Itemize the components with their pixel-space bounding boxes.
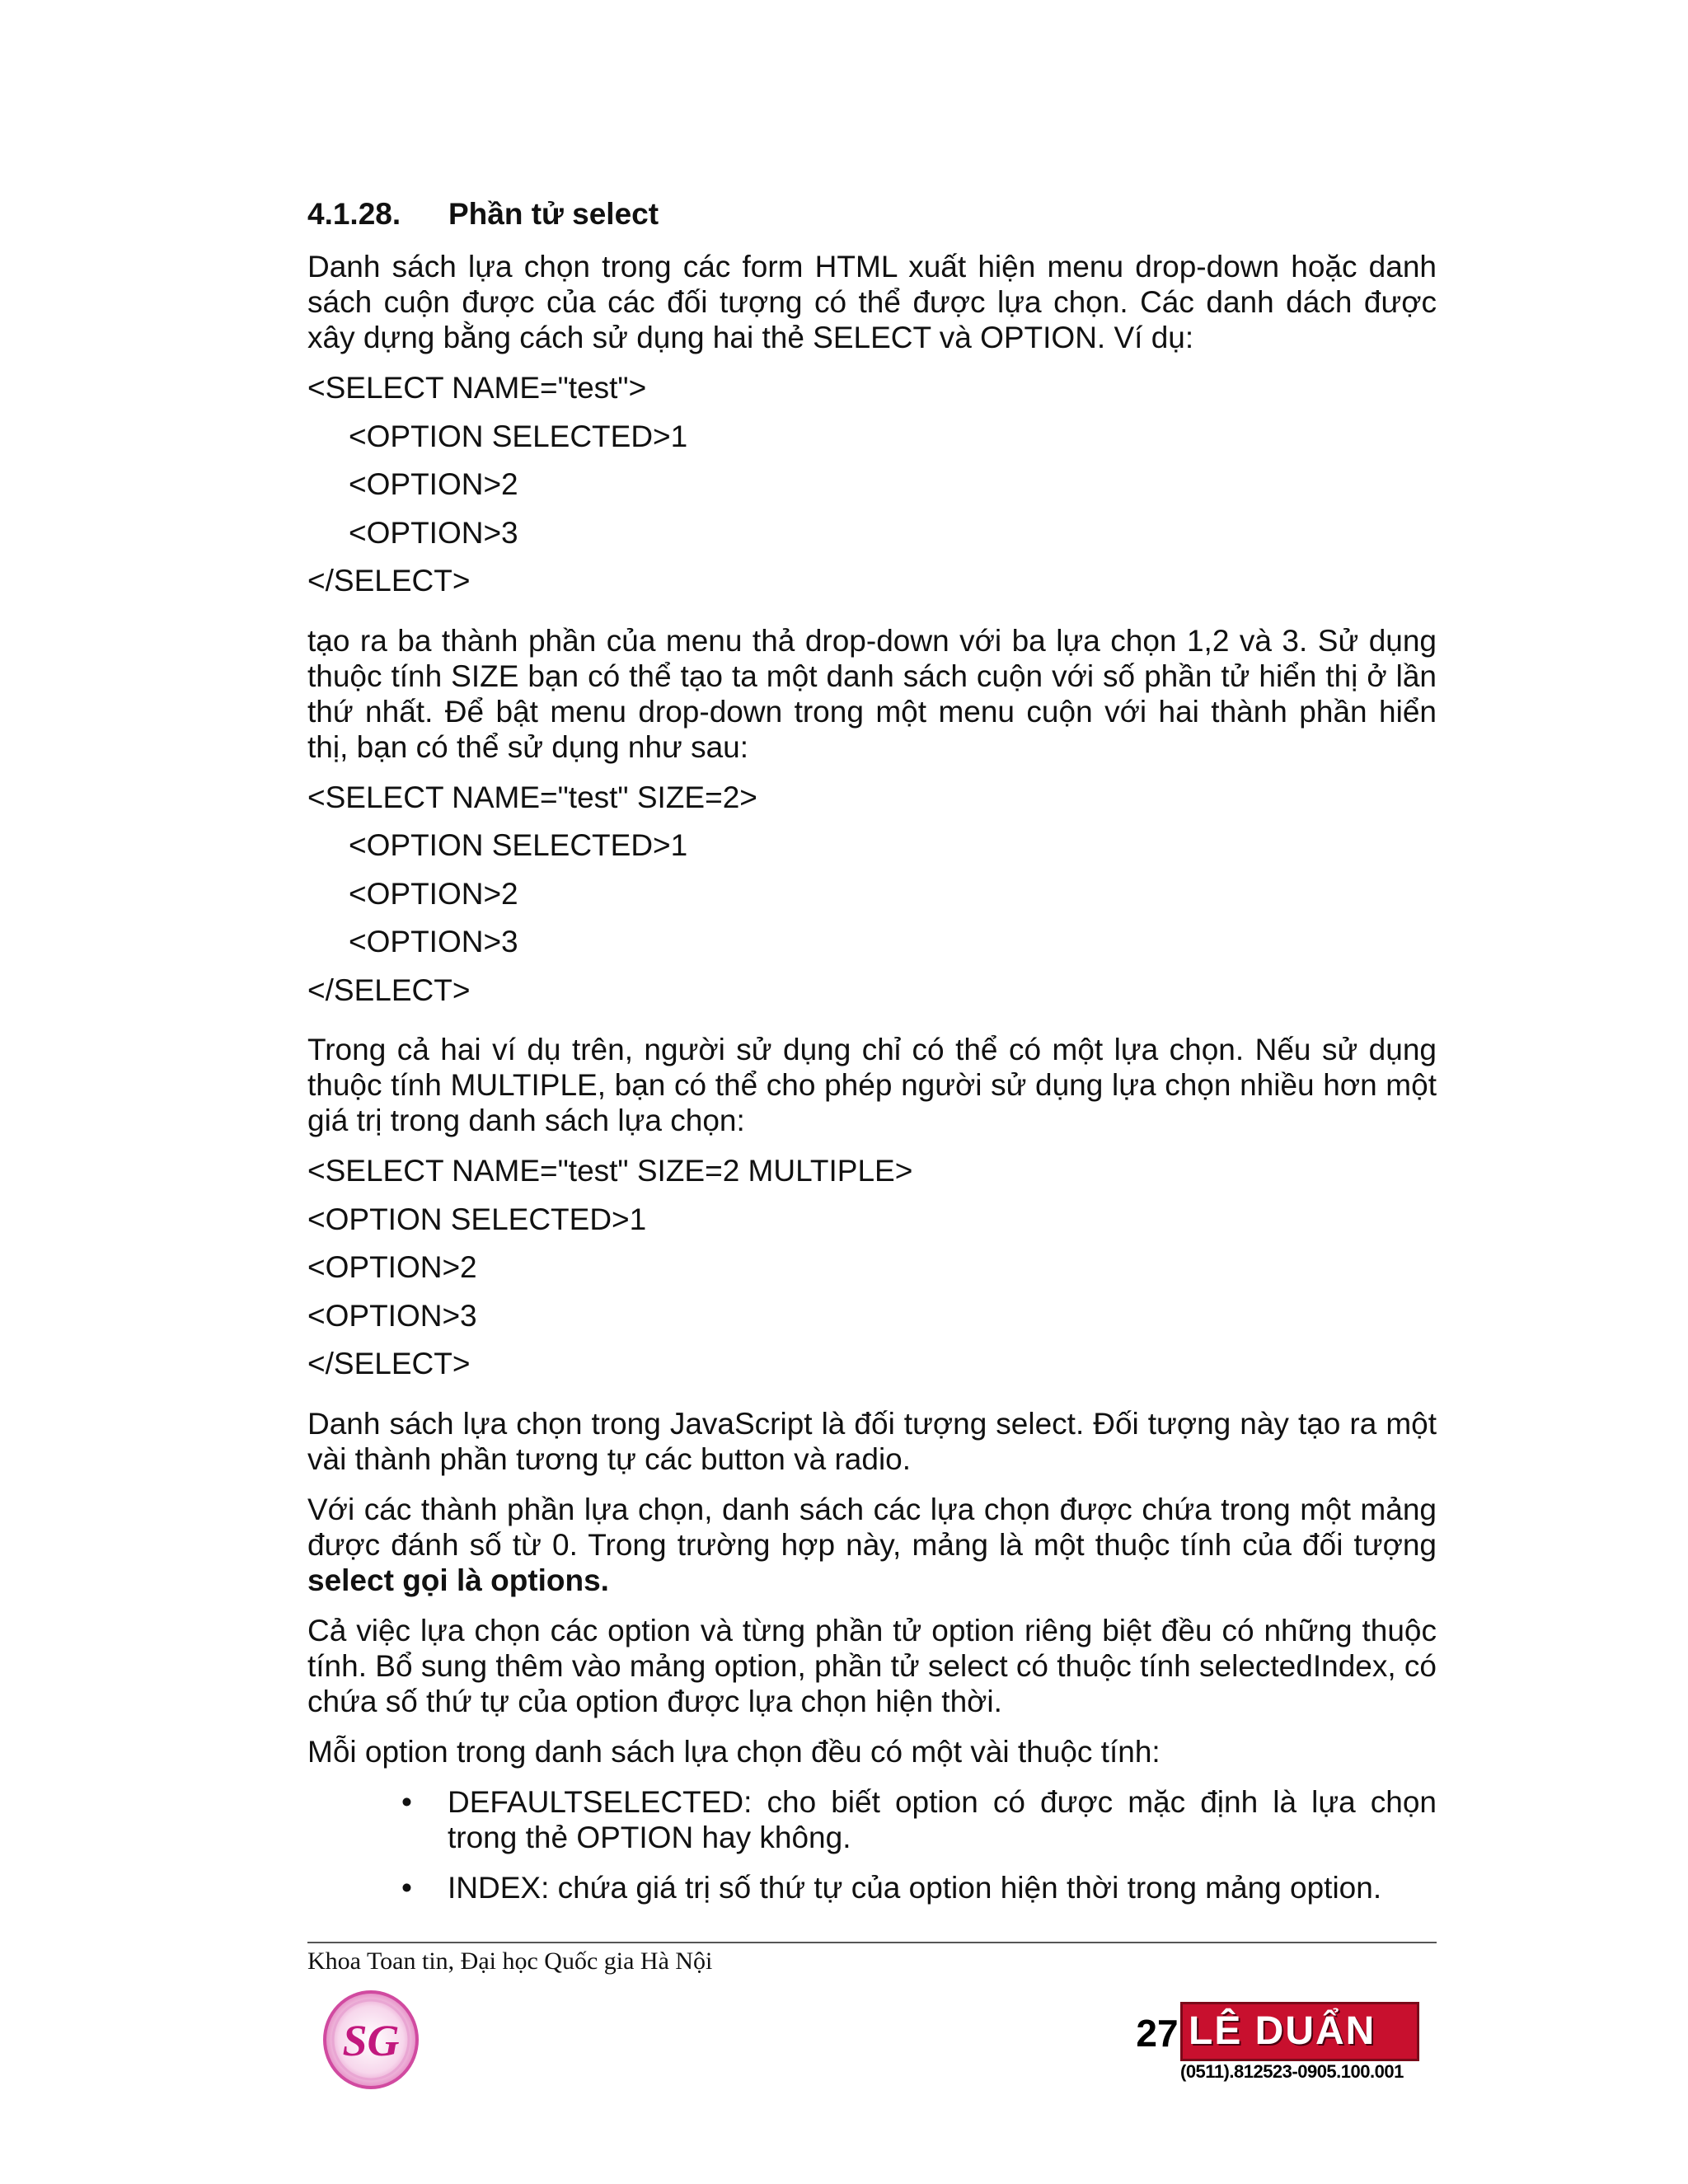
code-line: <SELECT NAME="test"> bbox=[307, 371, 647, 405]
code-line: </SELECT> bbox=[307, 1347, 471, 1380]
code-example-2 bbox=[307, 780, 1437, 1021]
code-line: </SELECT> bbox=[307, 972, 471, 1007]
code-example-1 bbox=[307, 370, 1437, 612]
paragraph-option-properties: Mỗi option trong danh sách lựa chọn đều có một vài thuộc tính: bbox=[307, 1734, 1160, 1769]
list-item: • INDEX: chứa giá trị số thứ tự của option hiện thời trong mảng option. bbox=[448, 1870, 1437, 1905]
property-list bbox=[307, 1784, 1437, 1905]
le-duan-number: 27 bbox=[1136, 2012, 1179, 2055]
code-line: <SELECT NAME="test" SIZE=2> bbox=[307, 780, 757, 814]
section-number: 4.1.28. bbox=[307, 197, 401, 231]
paragraph-size: tạo ra ba thành phần của menu thả drop-down với ba lựa chọn 1,2 và 3. Sử dụng thuộc tính SIZE bạn có thể tạo ta một danh sách cuộn với số phần tử hiển thị ở lần thứ nhất. Để bật menu drop-down trong một menu cuộn với hai thành phần hiển thị, bạn có thể sử dụng như sau: bbox=[307, 623, 1437, 764]
code-line: <OPTION SELECTED>1 bbox=[307, 1202, 647, 1236]
code-example-3 bbox=[307, 1153, 1437, 1394]
le-duan-logo bbox=[1131, 2000, 1423, 2083]
code-line: <OPTION SELECTED>1 bbox=[349, 419, 688, 453]
code-line: <SELECT NAME="test" SIZE=2 MULTIPLE> bbox=[307, 1154, 913, 1188]
paragraph-options-array bbox=[307, 1492, 1437, 1598]
paragraph-multiple: Trong cả hai ví dụ trên, người sử dụng chỉ có thể có một lựa chọn. Nếu sử dụng thuộc tính MULTIPLE, bạn có thể cho phép người sử dụng lựa chọn nhiều hơn một giá trị trong danh sách lựa chọn: bbox=[307, 1033, 1437, 1137]
section-heading bbox=[307, 196, 1437, 237]
code-line: <OPTION>3 bbox=[349, 515, 518, 550]
code-line: <OPTION>2 bbox=[349, 876, 518, 911]
sg-logo-text: SG bbox=[342, 2016, 400, 2065]
code-line: <OPTION>2 bbox=[307, 1250, 477, 1284]
footer-text: Khoa Toan tin, Đại học Quốc gia Hà Nội bbox=[307, 1947, 713, 1975]
page-content bbox=[307, 196, 1437, 1920]
code-line: <OPTION>3 bbox=[349, 925, 518, 958]
paragraph-js-select: Danh sách lựa chọn trong JavaScript là đối tượng select. Đối tượng này tạo ra một vài thành phần tương tự các button và radio. bbox=[307, 1406, 1437, 1476]
sg-logo-icon bbox=[320, 1986, 423, 2093]
sg-logo bbox=[320, 1986, 423, 2093]
paragraph-options-text: Với các thành phần lựa chọn, danh sách các lựa chọn được chứa trong một mảng được đánh số từ 0. Trong trường hợp này, mảng là một thuộc tính của đối tượng bbox=[307, 1492, 1437, 1562]
paragraph-selectedindex: Cả việc lựa chọn các option và từng phần tử option riêng biệt đều có những thuộc tính. Bổ sung thêm vào mảng option, phần tử select có thuộc tính selectedIndex, có chứa số thứ tự của option được lựa chọn hiện thời. bbox=[307, 1613, 1437, 1718]
section-title: Phần tử select bbox=[448, 197, 659, 231]
code-line: <OPTION SELECTED>1 bbox=[349, 828, 688, 862]
code-line: <OPTION>2 bbox=[349, 467, 518, 501]
code-line: <OPTION>3 bbox=[307, 1298, 477, 1333]
footer-divider bbox=[307, 1942, 1437, 1943]
le-duan-phone: (0511).812523-0905.100.001 bbox=[1180, 2061, 1404, 2082]
paragraph-options-bold: select gọi là options. bbox=[307, 1563, 609, 1597]
list-item: • DEFAULTSELECTED: cho biết option có được mặc định là lựa chọn trong thẻ OPTION hay không. bbox=[448, 1784, 1437, 1855]
le-duan-name: LÊ DUẨN bbox=[1189, 2009, 1376, 2053]
paragraph-intro: Danh sách lựa chọn trong các form HTML xuất hiện menu drop-down hoặc danh sách cuộn được của các đối tượng có thể được lựa chọn. Các danh dách được xây dựng bằng cách sử dụng hai thẻ SELECT và OPTION. Ví dụ: bbox=[307, 250, 1437, 354]
code-line: </SELECT> bbox=[307, 564, 471, 598]
